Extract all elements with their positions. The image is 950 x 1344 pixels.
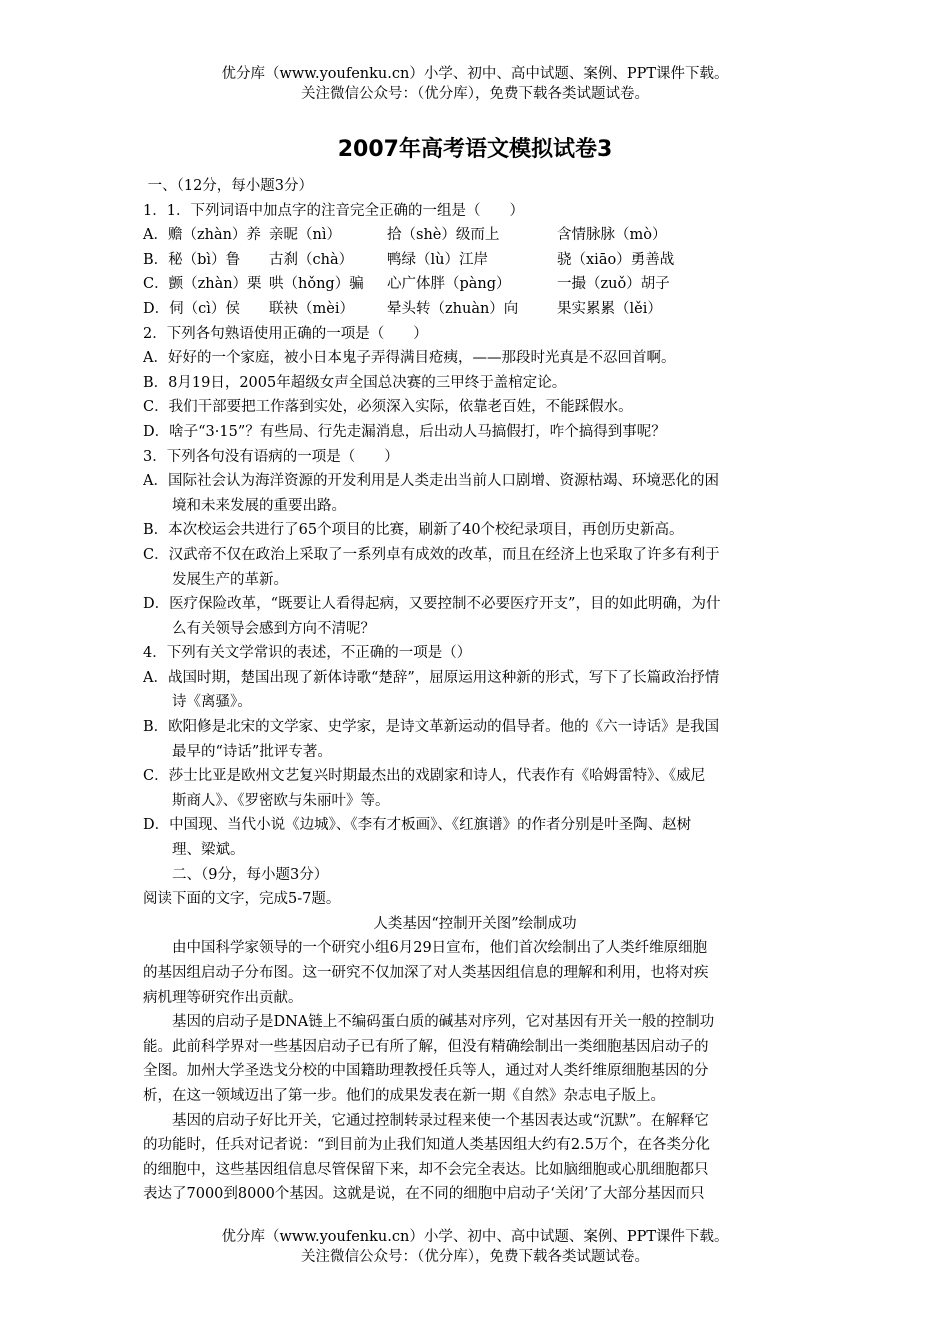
- page-footer: [0, 1227, 950, 1267]
- q2-stem: 2．下列各句熟语使用正确的一项是（ ）: [143, 325, 428, 342]
- q2-option-c: C．我们干部要把工作落到实处，必须深入实际，依靠老百姓，不能踩假水。: [143, 399, 633, 416]
- paragraph-1-line-1: 由中国科学家领导的一个研究小组6月29日宣布，他们首次绘制出了人类纤维原细胞: [172, 940, 708, 957]
- page-header: [0, 64, 950, 104]
- q4-option-d-line-1: D．中国现、当代小说《边城》、《李有才板画》、《红旗谱》的作者分别是叶圣陶、赵树: [143, 817, 692, 834]
- q4-option-b-line-1: B．欧阳修是北宋的文学家、史学家，是诗文革新运动的倡导者。他的《六一诗话》是我国: [143, 719, 720, 736]
- q1-option-d: [143, 297, 807, 322]
- q1-c-word-1: C．颤（zhàn）栗: [143, 276, 262, 293]
- footer-line-2: 关注微信公众号：（优分库），免费下载各类试题试卷。: [301, 1249, 649, 1265]
- q1-a-word-1: A．赡（zhàn）养: [143, 227, 261, 244]
- header-line-1: 优分库（www.youfenku.cn）小学、初中、高中试题、案例、PPT课件下载。: [221, 66, 729, 82]
- q4-option-c-line-2: 斯商人》、《罗密欧与朱丽叶》等。: [172, 792, 390, 809]
- section-2-instruction: 阅读下面的文字，完成5-7题。: [143, 891, 341, 908]
- q3-option-b-line-1: B．本次校运会共进行了65个项目的比赛，刷新了40个校纪录项目，再创历史新高。: [143, 522, 684, 539]
- q1-b-word-4: 骁（xiāo）勇善战: [557, 251, 675, 268]
- q3-option-a-line-2: 境和未来发展的重要出路。: [172, 497, 346, 514]
- q1-c-word-2: 哄（hǒng）骗: [269, 276, 364, 293]
- q1-d-word-3: 晕头转（zhuàn）向: [387, 300, 519, 317]
- q1-b-word-1: B．秘（bì）鲁: [143, 251, 241, 268]
- paragraph-1-line-2: 的基因组启动子分布图。这一研究不仅加深了对人类基因组信息的理解和利用，也将对疾: [143, 965, 709, 981]
- paragraph-3-line-4: 表达了7000到8000个基因。这就是说，在不同的细胞中启动子‘关闭’了大部分基因而只: [143, 1186, 705, 1203]
- paragraph-3-line-2: 的功能时，任兵对记者说：“到目前为止我们知道人类基因组大约有2.5万个，在各类分化: [143, 1137, 710, 1154]
- paragraph-3-line-1: 基因的启动子好比开关，它通过控制转录过程来使一个基因表达或“沉默”。在解释它: [172, 1112, 709, 1129]
- q1-b-word-2: 古刹（chà）: [269, 251, 354, 268]
- q1-option-c: [143, 272, 807, 297]
- paragraph-2-line-3: 全图。加州大学圣迭戈分校的中国籍助理教授任兵等人，通过对人类纤维原细胞基因的分: [143, 1063, 709, 1080]
- q1-a-word-3: 拾（shè）级而上: [387, 227, 500, 244]
- q3-option-a-line-1: A．国际社会认为海洋资源的开发利用是人类走出当前人口剧增、资源枯竭、环境恶化的困: [143, 473, 719, 490]
- q1-option-a: [143, 223, 807, 248]
- document-body: [143, 174, 807, 1207]
- section-2-heading: 二、（9分，每小题3分）: [172, 866, 329, 883]
- q4-option-a-line-1: A．战国时期，楚国出现了新体诗歌“楚辞”，屈原运用这种新的形式，写下了长篇政治抒情: [143, 669, 720, 686]
- q2-option-b: B．8月19日，2005年超级女声全国总决赛的三甲终于盖棺定论。: [143, 374, 567, 391]
- article-title: 人类基因“控制开关图”绘制成功: [373, 915, 577, 932]
- q1-b-word-3: 鸭绿（lù）江岸: [387, 251, 488, 268]
- q1-c-word-4: 一撮（zuǒ）胡子: [557, 276, 670, 293]
- paragraph-2-line-1: 基因的启动子是DNA链上不编码蛋白质的碱基对序列，它对基因有开关一般的控制功: [172, 1014, 715, 1031]
- q1-c-word-3: 心广体胖（pàng）: [387, 276, 511, 293]
- page-title: 2007年高考语文模拟试卷3: [337, 137, 613, 162]
- q2-option-d: D．啥子“3·15”？有些局、行先走漏消息，后出动人马搞假打，咋个搞得到事呢？: [143, 423, 666, 440]
- paragraph-2-line-4: 析，在这一领域迈出了第一步。他们的成果发表在新一期《自然》杂志电子版上。: [143, 1087, 665, 1104]
- q3-option-d-line-1: D．医疗保险改革，“既要让人看得起病，又要控制不必要医疗开支”，目的如此明确，为什: [143, 596, 721, 613]
- paragraph-1-line-3: 病机理等研究作出贡献。: [143, 989, 303, 1006]
- footer-line-1: 优分库（www.youfenku.cn）小学、初中、高中试题、案例、PPT课件下载。: [221, 1229, 729, 1245]
- header-line-2: 关注微信公众号：（优分库），免费下载各类试题试卷。: [301, 86, 649, 102]
- q4-option-c-line-1: C．莎士比亚是欧州文艺复兴时期最杰出的戏剧家和诗人，代表作有《哈姆雷特》、《威尼: [143, 768, 706, 785]
- q4-option-a-line-2: 诗《离骚》。: [172, 694, 252, 711]
- q1-a-word-4: 含情脉脉（mò）: [557, 227, 667, 244]
- q3-option-c-line-1: C．汉武帝不仅在政治上采取了一系列卓有成效的改革，而且在经济上也采取了许多有利于: [143, 546, 720, 563]
- paragraph-2-line-2: 能。此前科学界对一些基因启动子已有所了解，但没有精确绘制出一类细胞基因启动子的: [143, 1038, 709, 1055]
- paragraph-3-line-3: 的细胞中，这些基因组信息尽管保留下来，却不会完全表达。比如脑细胞或心肌细胞都只: [143, 1161, 709, 1178]
- q1-stem: 1．1．下列词语中加点字的注音完全正确的一组是（ ）: [143, 202, 524, 219]
- q3-stem: 3．下列各句没有语病的一项是（ ）: [143, 448, 399, 465]
- q3-option-d-line-2: 么有关领导会感到方向不清呢？: [172, 620, 375, 637]
- q1-d-word-4: 果实累累（lěi）: [557, 300, 662, 317]
- q4-option-d-line-2: 理、梁斌。: [172, 842, 245, 859]
- q2-option-a: A．好好的一个家庭，被小日本鬼子弄得满目疮痍，——那段时光真是不忍回首啊。: [143, 350, 676, 367]
- q1-d-word-1: D．伺（cì）侯: [143, 300, 240, 317]
- q1-d-word-2: 联袂（mèi）: [269, 300, 354, 317]
- q4-option-b-line-2: 最早的“诗话”批评专著。: [172, 743, 332, 760]
- q4-stem: 4．下列有关文学常识的表述，不正确的一项是（）: [143, 645, 472, 662]
- section-1-heading: 一、（12分，每小题3分）: [143, 178, 314, 194]
- q3-option-c-line-2: 发展生产的革新。: [172, 571, 288, 588]
- q1-option-b: [143, 248, 807, 273]
- q1-a-word-2: 亲昵（nì）: [269, 227, 341, 244]
